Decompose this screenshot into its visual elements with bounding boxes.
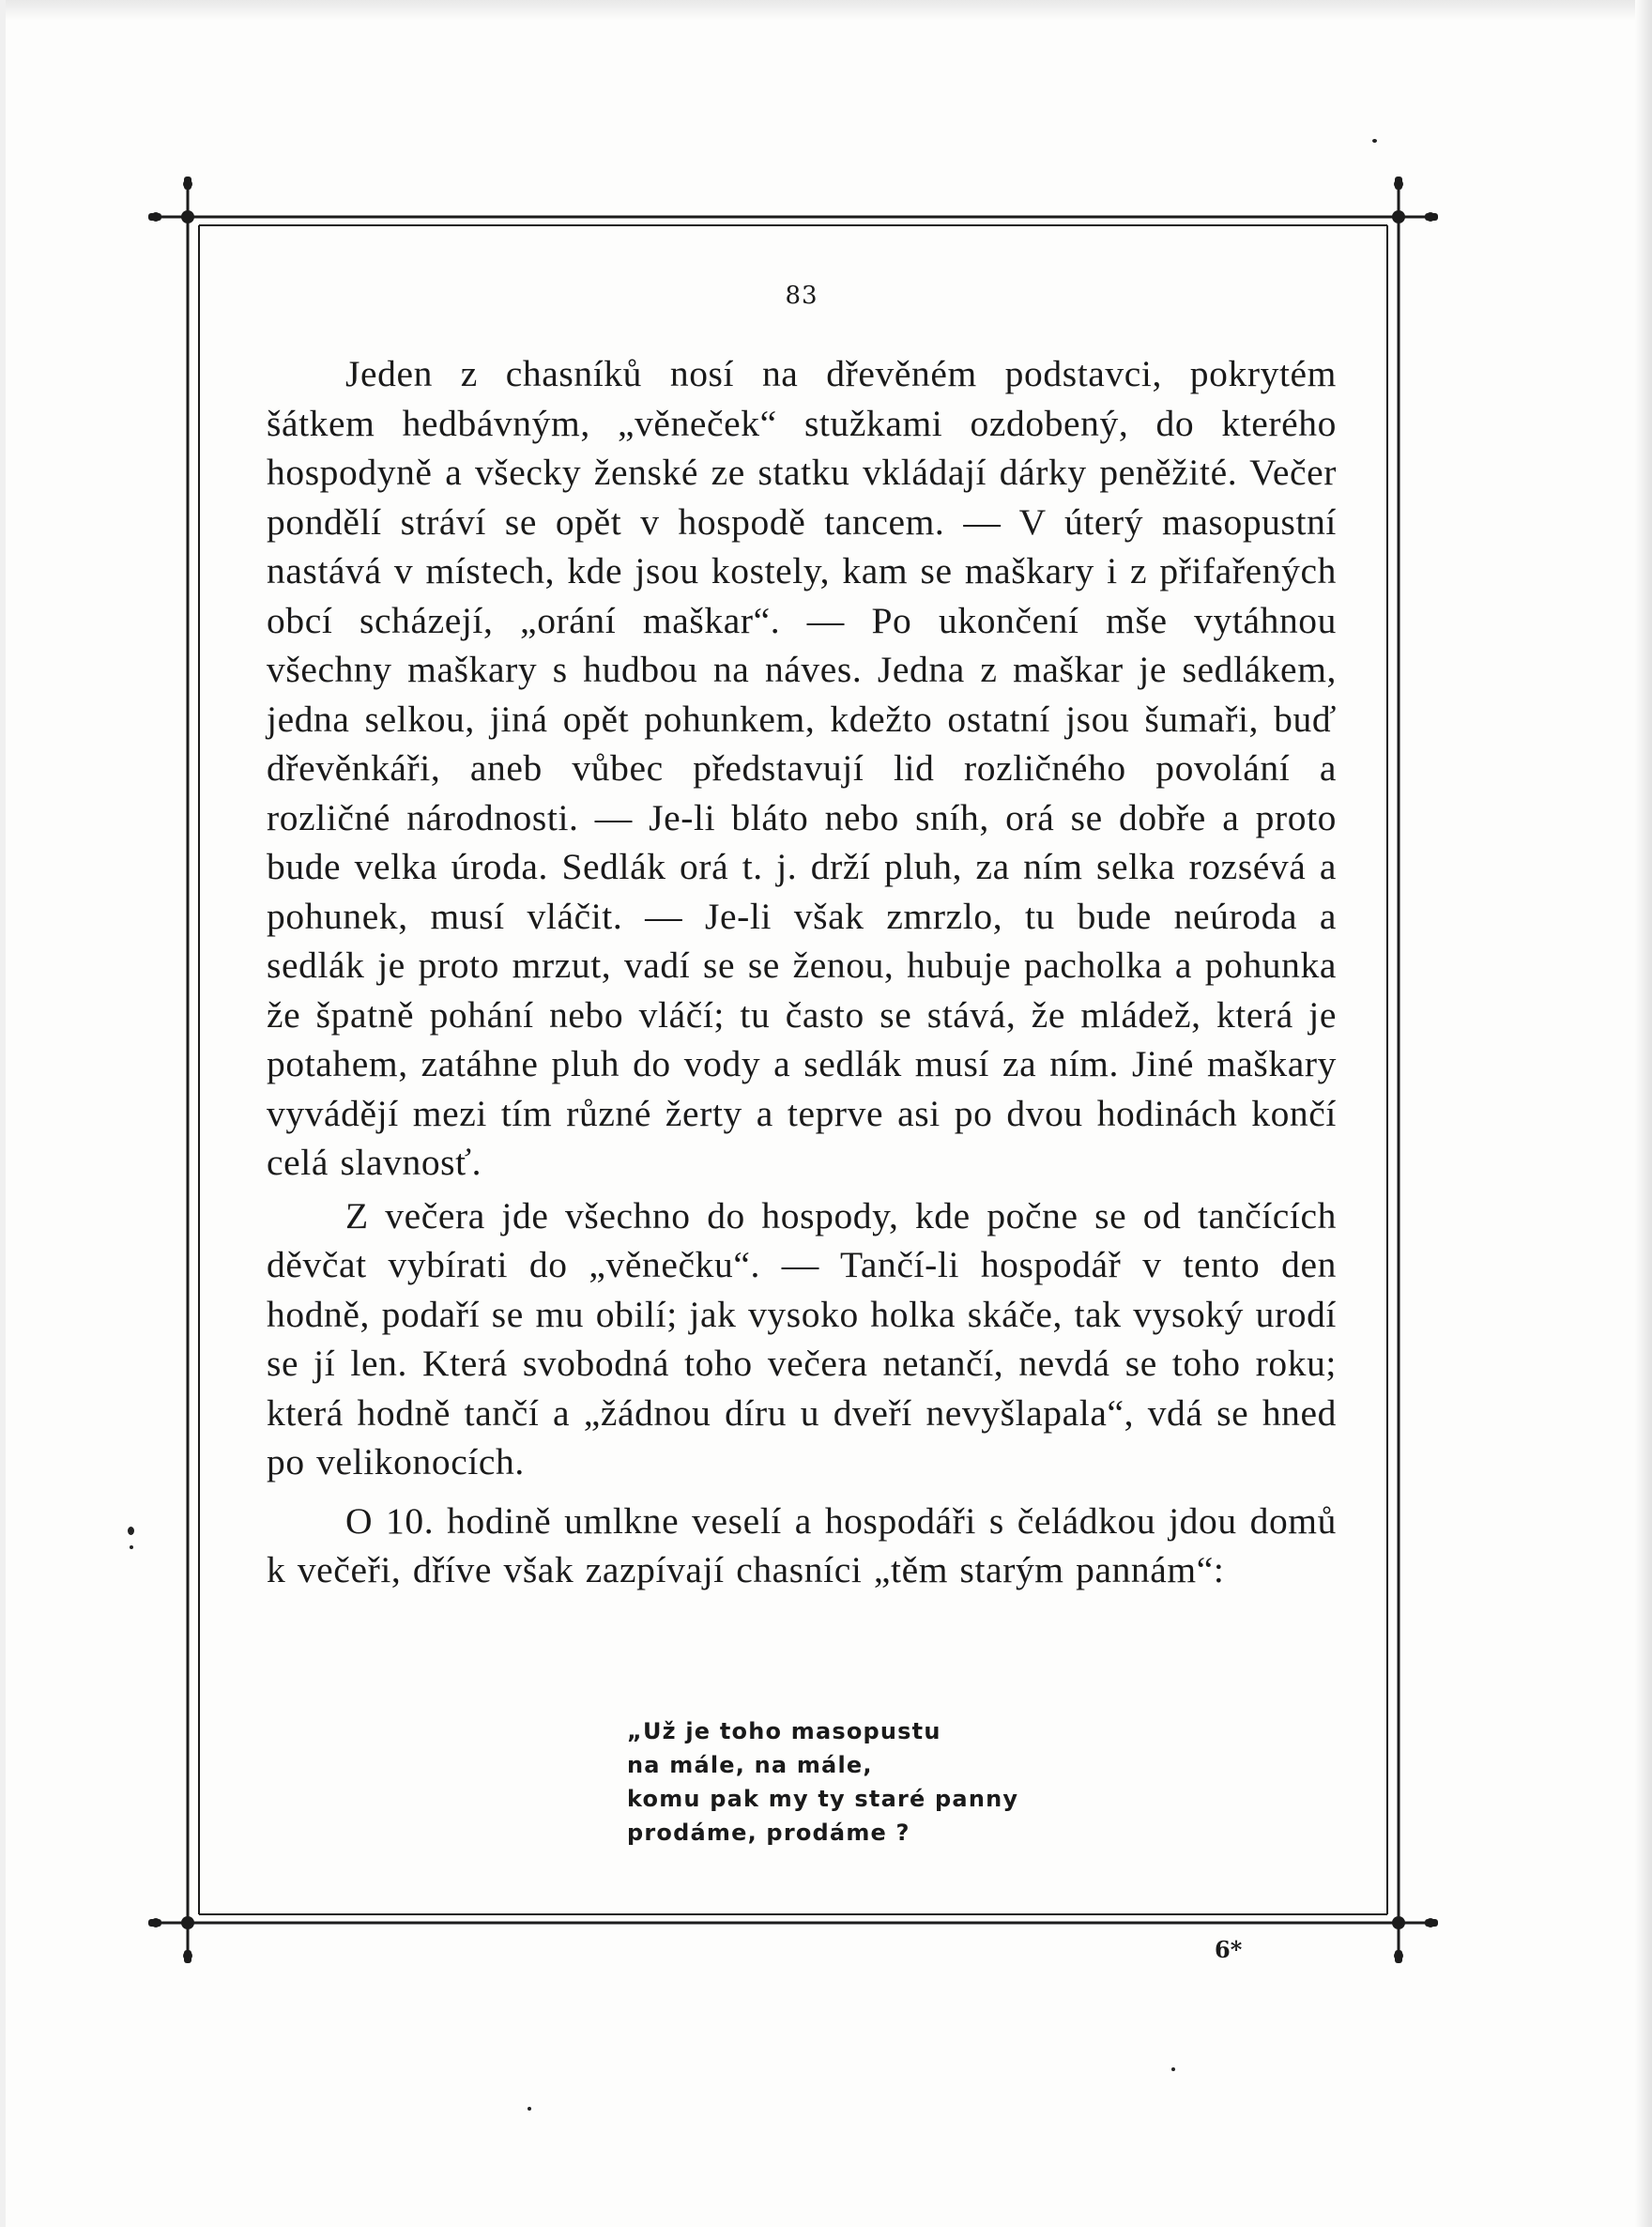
scan-speck [528, 2107, 531, 2111]
scan-speck [128, 1527, 134, 1535]
page-number: 83 [785, 282, 818, 310]
paragraph-3: O 10. hodině umlkne veselí a hospodáři s čeládkou jdou domů k večeři, dříve však zazpívají chasníci „těm starým pannám“: [267, 1499, 1337, 1590]
paragraph-2: Z večera jde všechno do hospody, kde počne se od tančících děvčat vybírati do „věnečku“. — Tančí-li hospodář v tento den hodně, podaří se mu obilí; jak vysoko holka skáče, tak vysoký urodí se jí len. Která svobodná toho večera netančí, nevdá se toho roku; která hodně tančí a „žádnou díru u dveří nevyšlapala“, vdá se hned po velikonocích. [267, 1194, 1337, 1482]
printer-signature-mark: 6* [1215, 1936, 1243, 1963]
scan-speck [1372, 139, 1377, 143]
verse-line-2: na mále, na mále, [627, 1752, 873, 1778]
verse-line-4: prodáme, prodáme ? [627, 1820, 910, 1846]
scan-speck [130, 1545, 133, 1549]
paragraph-1: Jeden z chasníků nosí na dřevěném podstavci, pokrytém šátkem hedbávným, „věneček“ stužkami ozdobený, do kterého hospodyně a všecky ženské ze statku vkládají dárky peněžité. Večer pondělí stráví se opět v hospodě tancem. — V úterý masopustní nastává v místech, kde jsou kostely, kam se maškary i z přifařených obcí scházejí, „orání maškar“. — Po ukončení mše vytáhnou všechny maškary s hudbou na náves. Jedna z maškar je sedlákem, jedna selkou, jiná opět pohunkem, kdežto ostatní jsou šumaři, buď dřevěnkáři, aneb vůbec představují lid rozličného povolání a rozličné národnosti. — Je-li bláto nebo sníh, orá se dobře a proto bude velka úroda. Sedlák orá t. j. drží pluh, za ním selka rozsévá a pohunek, musí vláčit. — Je-li však zmrzlo, tu bude neúroda a sedlák je proto mrzut, vadí se se ženou, hubuje pacholka a pohunka že špatně pohání nebo vláčí; tu často se stává, že mládež, která je potahem, zatáhne pluh do vody a sedlák musí za ním. Jiné maškary vyvádějí mezi tím různé žerty a teprve asi po dvou hodinách končí celá slavnosť. [267, 353, 1337, 1183]
body-text [267, 349, 1337, 1595]
scan-speck [1171, 2067, 1175, 2071]
verse-line-1: „Už je toho masopustu [627, 1718, 941, 1744]
song-verse [627, 1714, 1018, 1850]
verse-line-3: komu pak my ty staré panny [627, 1786, 1019, 1812]
